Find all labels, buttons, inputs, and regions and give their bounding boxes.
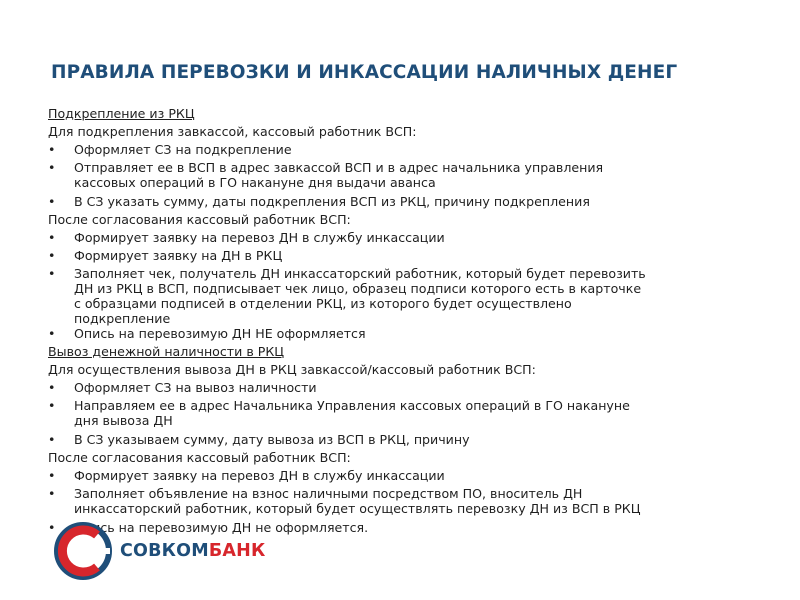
after-approval-text: После согласования кассовый работник ВСП: (48, 450, 351, 465)
list-item (48, 432, 768, 450)
bullet-icon: • (48, 230, 56, 245)
slide-body (48, 106, 768, 538)
list-item-text: Опись на перевозимую ДН НЕ оформляется (74, 326, 366, 341)
list-item-text: Оформляет СЗ на подкрепление (74, 142, 292, 157)
list-item-text: Формирует заявку на ДН в РКЦ (74, 248, 283, 263)
section-heading-export: Вывоз денежной наличности в РКЦ (48, 344, 285, 359)
list-item (48, 266, 768, 326)
bullet-icon: • (48, 398, 56, 413)
list-item (48, 380, 768, 398)
list-item-text: Формирует заявку на перевоз ДН в службу инкассации (74, 468, 445, 483)
bullet-icon: • (48, 520, 56, 535)
bullet-icon: • (48, 194, 56, 209)
list-item (48, 160, 768, 194)
list-item-text: Формирует заявку на перевоз ДН в службу инкассации (74, 230, 445, 245)
bullet-icon: • (48, 380, 56, 395)
bullet-icon: • (48, 248, 56, 263)
bullet-icon: • (48, 432, 56, 447)
section-intro-export: Для осуществления вывоза ДН в РКЦ завкассой/кассовый работник ВСП: (48, 362, 536, 377)
section-intro-reinforcement: Для подкрепления завкассой, кассовый работник ВСП: (48, 124, 417, 139)
list-item-text: Заполняет чек, получатель ДН инкассаторский работник, который будет перевозить ДН из РКЦ в ВСП, подписывает чек лицо, образец подписи которого есть в карточке с образцами подписей в отделении РКЦ, из которого будет осуществлено подкрепление (74, 266, 646, 326)
list-item (48, 230, 768, 248)
list-item-text: Отправляет ее в ВСП в адрес завкассой ВСП и в адрес начальника управления кассовых операций в ГО накануне дня выдачи аванса (74, 160, 604, 190)
list-item (48, 468, 768, 486)
bullet-icon: • (48, 142, 56, 157)
list-item (48, 398, 768, 432)
list-item (48, 194, 768, 212)
section-heading-reinforcement: Подкрепление из РКЦ (48, 106, 195, 121)
list-item-text: В СЗ указать сумму, даты подкрепления ВСП из РКЦ, причину подкрепления (74, 194, 590, 209)
list-item (48, 486, 768, 520)
bullet-icon: • (48, 486, 56, 501)
logo-wordmark: СОВКОМ БАНК (120, 541, 266, 561)
bullet-icon: • (48, 468, 56, 483)
bullet-icon: • (48, 326, 56, 341)
after-approval-text: После согласования кассовый работник ВСП: (48, 212, 351, 227)
list-item-text: Оформляет СЗ на вывоз наличности (74, 380, 317, 395)
list-item-text: В СЗ указываем сумму, дату вывоза из ВСП в РКЦ, причину (74, 432, 470, 447)
list-item (48, 248, 768, 266)
bullet-icon: • (48, 266, 56, 281)
sovcombank-emblem-icon (54, 522, 112, 580)
list-item (48, 326, 768, 344)
list-item-text: Направляем ее в адрес Начальника Управления кассовых операций в ГО накануне дня вывоза ДН (74, 398, 630, 428)
list-item-text: Опись на перевозимую ДН не оформляется. (74, 520, 369, 535)
list-item (48, 142, 768, 160)
list-item-text: Заполняет объявление на взнос наличными посредством ПО, вноситель ДН инкассаторский работник, который будет осуществлять перевозку ДН из ВСП в РКЦ (74, 486, 641, 516)
sovcombank-logo (54, 522, 266, 580)
bullet-icon: • (48, 160, 56, 175)
slide-title: ПРАВИЛА ПЕРЕВОЗКИ И ИНКАССАЦИИ НАЛИЧНЫХ ДЕНЕГ (51, 62, 678, 83)
